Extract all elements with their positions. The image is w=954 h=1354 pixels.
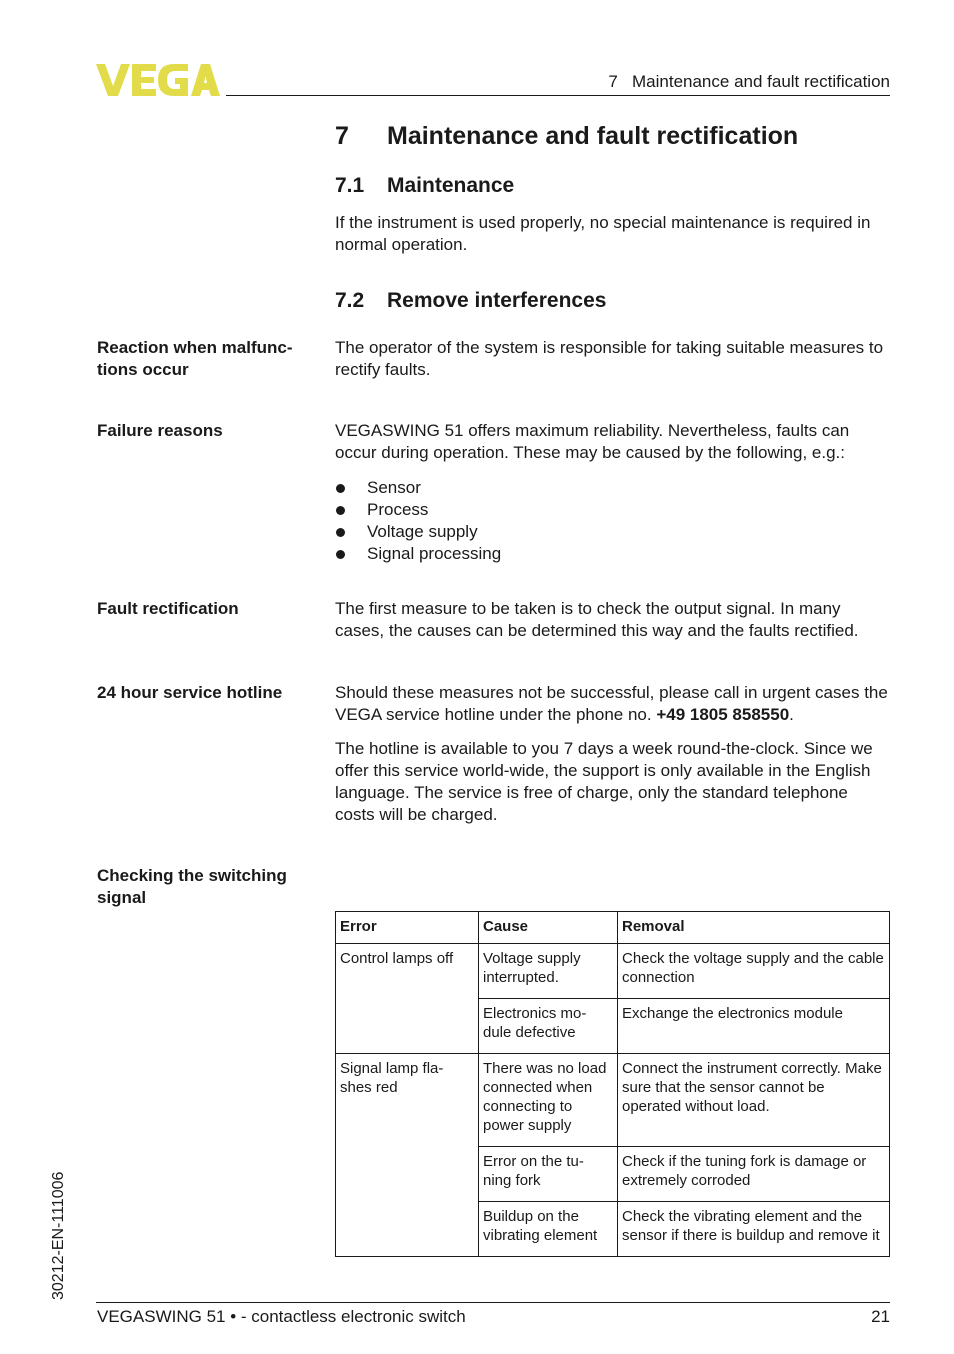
side-label-hotline: 24 hour service hotline <box>97 683 283 702</box>
fault-text: The first measure to be taken is to check the output signal. In many cases, the causes can be determined this way and the faults rectified. <box>335 599 859 640</box>
hotline-text: Should these measures not be successful, please call in urgent cases the VEGA service hotline under the phone no. +49 1805 858550. <box>335 683 888 724</box>
table-header: Cause <box>479 912 618 944</box>
side-label-reaction: Reaction when malfunc- tions occur <box>97 338 293 379</box>
table-header: Error <box>336 912 479 944</box>
bullet-icon <box>336 506 345 515</box>
table-cell-cause: Electronics mo- dule defective <box>479 999 618 1054</box>
section-number: 7.1 <box>335 174 365 197</box>
table-cell-cause: Error on the tu- ning fork <box>479 1147 618 1202</box>
footer-title: VEGASWING 51 • - contactless electronic switch <box>97 1307 466 1326</box>
list-item: Process <box>335 499 891 521</box>
table-cell-cause: Buildup on the vibrating element <box>479 1202 618 1257</box>
chapter-heading <box>335 122 798 151</box>
vega-logo-a <box>191 64 220 96</box>
table-row <box>336 944 890 999</box>
hotline-text-2: The hotline is available to you 7 days a week round-the-clock. Since we offer this service world-wide, the support is only available in the English language. The service is free of charge, only the standard telephone costs will be charged. <box>335 739 873 824</box>
chapter-title: Maintenance and fault rectification <box>387 122 799 150</box>
table-cell-error: Signal lamp fla- shes red <box>336 1054 479 1257</box>
table-header-row <box>336 912 890 944</box>
reaction-text: The operator of the system is responsible for taking suitable measures to rectify faults. <box>335 338 884 379</box>
bullet-icon <box>336 550 345 559</box>
vega-logo-g <box>158 64 188 96</box>
list-item: Sensor <box>335 477 891 499</box>
list-item: Voltage supply <box>335 521 891 543</box>
error-table <box>335 911 890 1257</box>
section-title: Remove interferences <box>387 289 607 312</box>
chapter-number: 7 <box>335 122 349 150</box>
table-cell-error: Control lamps off <box>336 944 479 1054</box>
table-header: Removal <box>618 912 890 944</box>
document-number: 30212-EN-111006 <box>50 1171 67 1300</box>
table-cell-removal: Exchange the electronics module <box>618 999 890 1054</box>
list-item: Signal processing <box>335 543 891 565</box>
table-cell-removal: Check if the tuning fork is damage or extremely corroded <box>618 1147 890 1202</box>
vega-logo-e <box>132 64 156 96</box>
failure-list <box>335 477 891 565</box>
side-label-fault: Fault rectification <box>97 599 239 618</box>
section-heading-remove-interferences <box>335 289 606 313</box>
table-cell-cause: Voltage supply interrupted. <box>479 944 618 999</box>
bullet-icon <box>336 528 345 537</box>
table-cell-removal: Check the voltage supply and the cable connection <box>618 944 890 999</box>
table-cell-removal: Check the vibrating element and the sensor if there is buildup and remove it <box>618 1202 890 1257</box>
vega-logo-v <box>96 64 130 96</box>
side-label-checking: Checking the switching signal <box>97 866 287 907</box>
section-heading-maintenance <box>335 174 514 198</box>
table-cell-cause: There was no load connected when connecting to power supply <box>479 1054 618 1147</box>
table-row <box>336 1054 890 1147</box>
section-title: Maintenance <box>387 174 515 197</box>
bullet-icon <box>336 484 345 493</box>
table-cell-removal: Connect the instrument correctly. Make sure that the sensor cannot be operated without load. <box>618 1054 890 1147</box>
maintenance-text: If the instrument is used properly, no special maintenance is required in normal operation. <box>335 213 871 254</box>
header-rule <box>226 95 890 96</box>
running-title: 7 Maintenance and fault rectification <box>608 72 890 91</box>
section-number: 7.2 <box>335 289 365 312</box>
failure-text: VEGASWING 51 offers maximum reliability. Nevertheless, faults can occur during operation. These may be caused by the following, e.g.: <box>335 421 850 462</box>
footer-rule <box>96 1302 890 1303</box>
page-number: 21 <box>871 1307 890 1326</box>
vega-logo <box>96 62 220 98</box>
side-label-failure: Failure reasons <box>97 421 223 440</box>
hotline-phone: +49 1805 858550 <box>656 705 790 724</box>
